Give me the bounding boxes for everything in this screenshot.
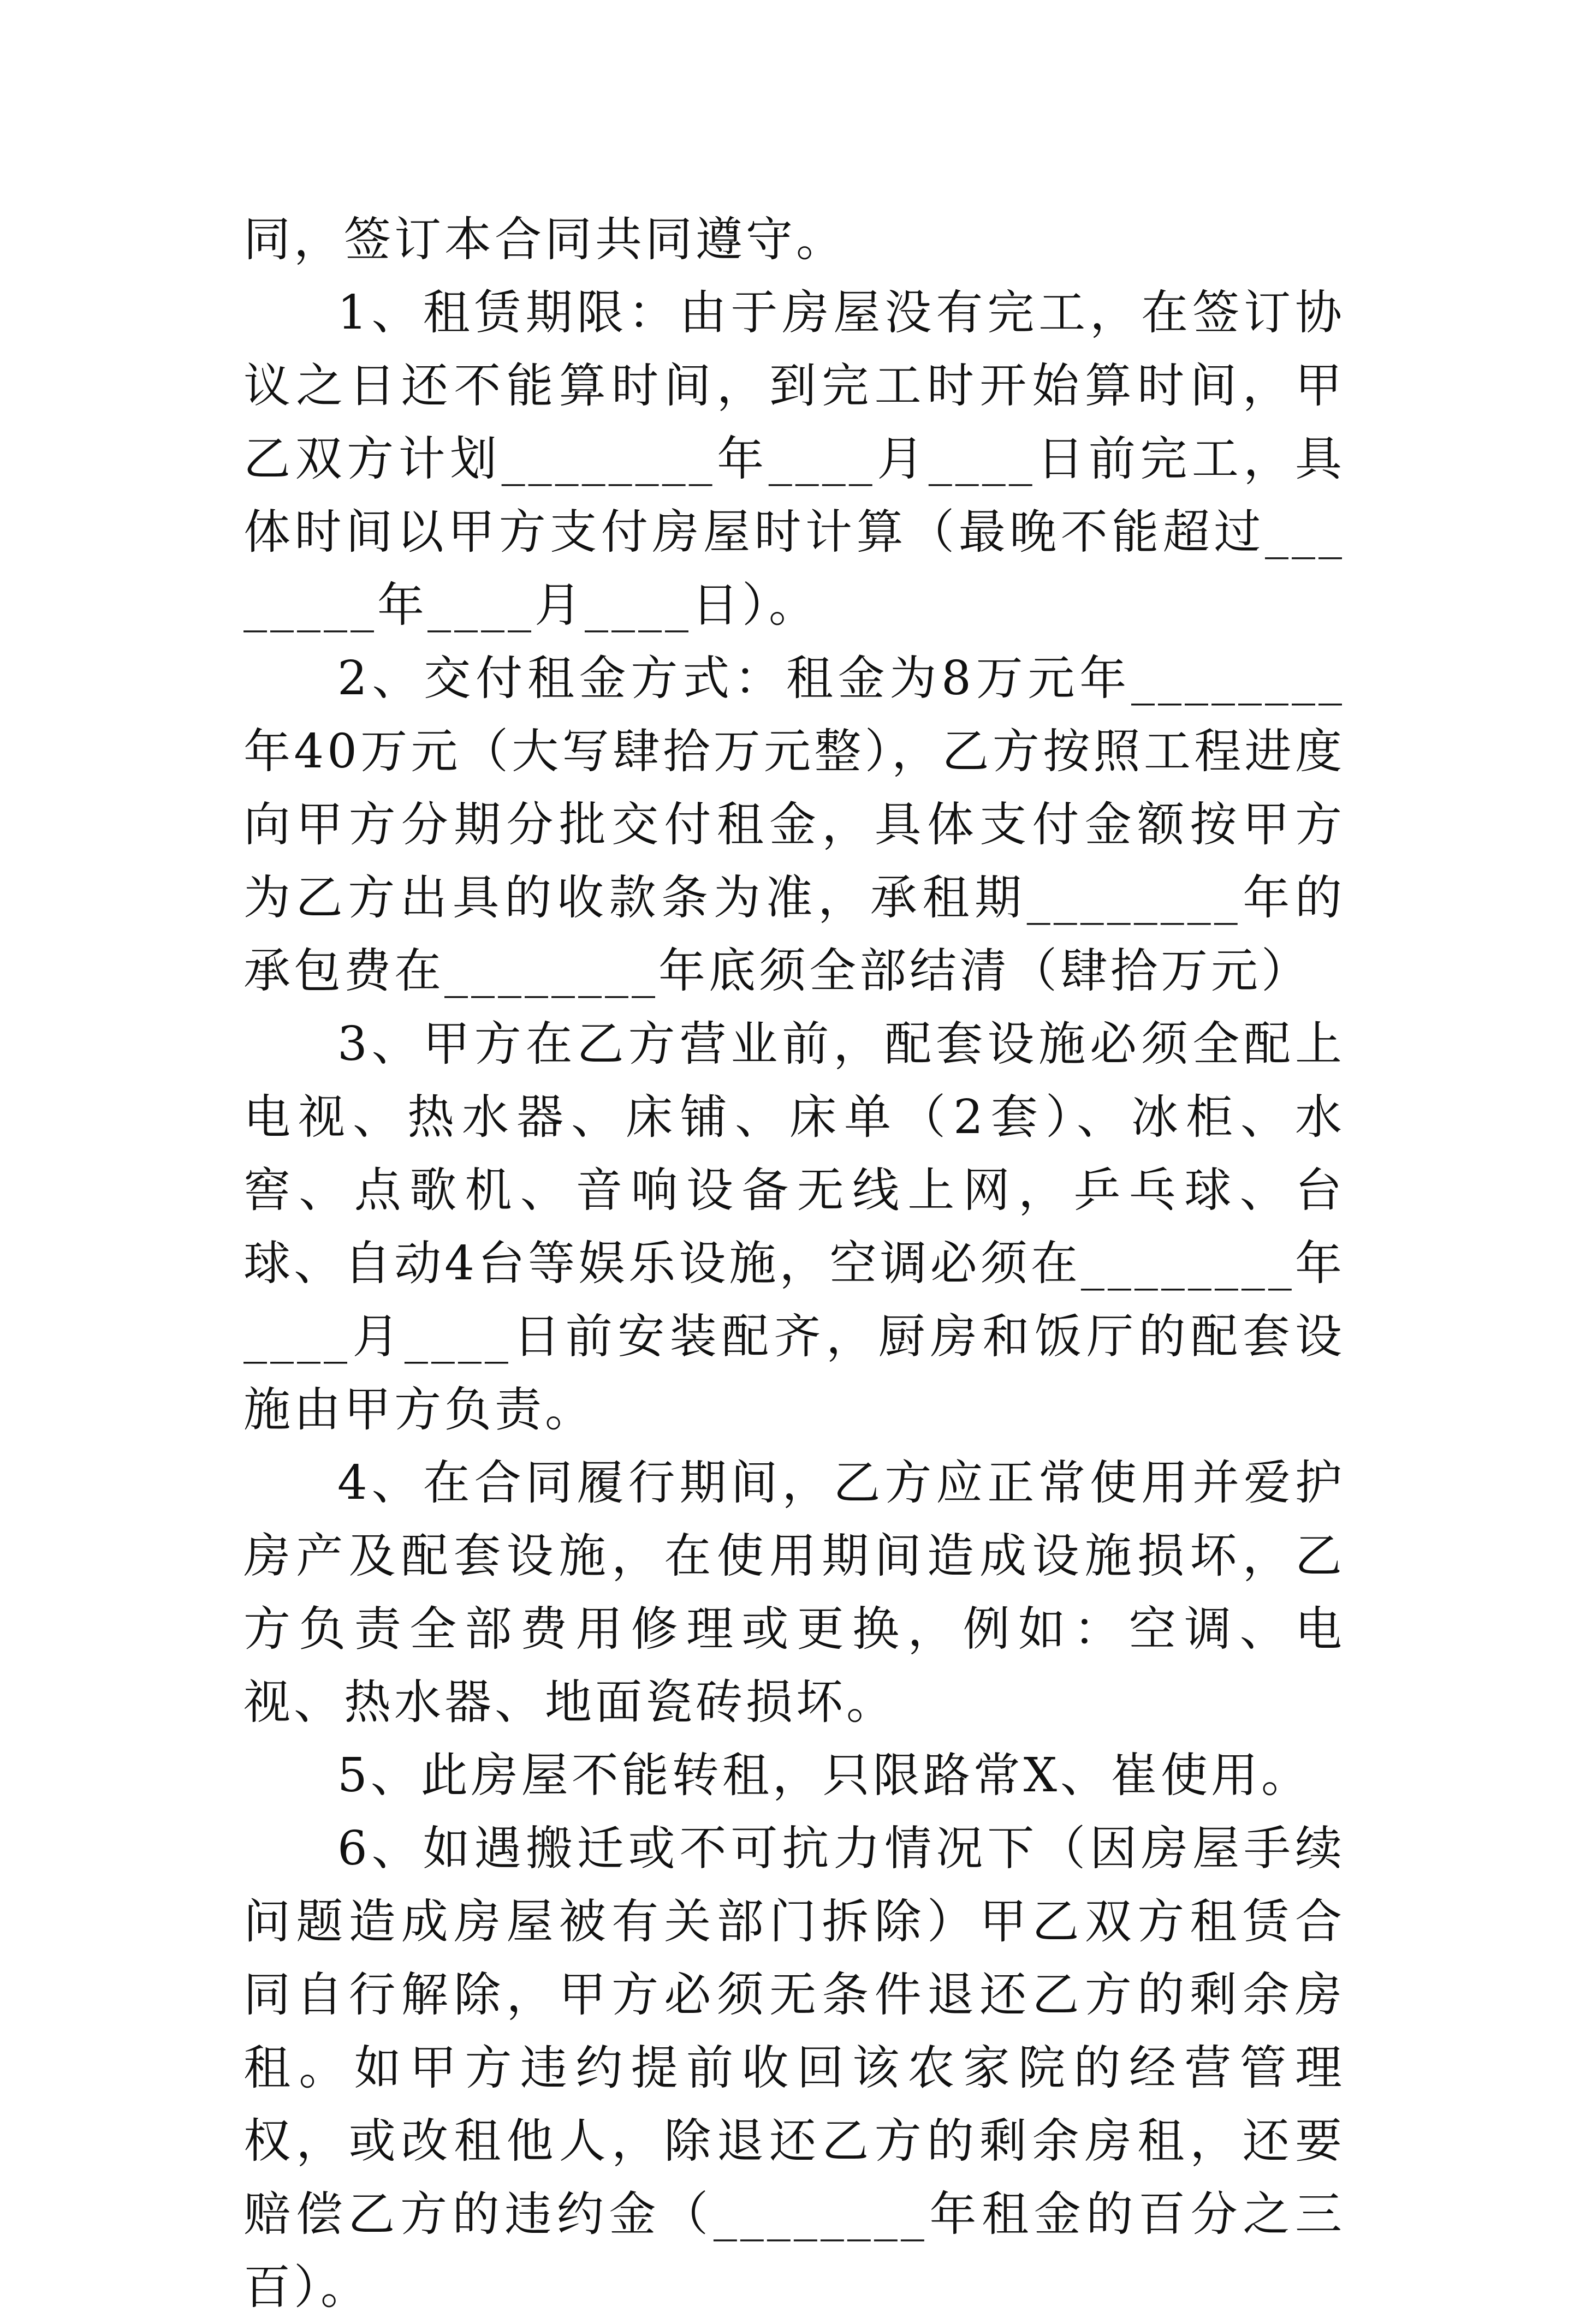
clause-5-no-sublease: 5、此房屋不能转租，只限路常X、崔使用。 [337, 1748, 1311, 1803]
clause-1-lease-term: 1、租赁期限：由于房屋没有完工，在签订协议之日还不能算时间，到完工时开始算时间，甲乙双方计划________年____月____日前完工，具体时间以甲方支付房屋时计算（最晚不能超过________年____月____日）。 [243, 285, 1345, 633]
paragraph-intro-tail: 同，签订本合同共同遵守。 [243, 212, 846, 267]
contract-body [243, 203, 1345, 2324]
clause-2-rent-payment: 2、交付租金方式：租金为8万元年________年40万元（大写肆拾万元整），乙方按照工程进度向甲方分期分批交付租金，具体支付金额按甲方为乙方出具的收款条为准，承租期________年的承包费在________年底须全部结清（肆拾万元） [243, 651, 1345, 998]
clause-6-termination: 6、如遇搬迁或不可抗力情况下（因房屋手续问题造成房屋被有关部门拆除）甲乙双方租赁合同自行解除，甲方必须无条件退还乙方的剩余房租。如甲方违约提前收回该农家院的经营管理权，或改租他人，除退还乙方的剩余房租，还要赔偿乙方的违约金（________年租金的百分之三百）。 [243, 1821, 1345, 2315]
clause-3-facilities: 3、甲方在乙方营业前，配套设施必须全配上电视、热水器、床铺、床单（2套）、冰柜、水窖、点歌机、音响设备无线上网，乒乓球、台球、自动4台等娱乐设施，空调必须在________年____月____日前安装配齐，厨房和饭厅的配套设施由甲方负责。 [243, 1017, 1345, 1437]
clause-4-maintenance: 4、在合同履行期间，乙方应正常使用并爱护房产及配套设施，在使用期间造成设施损坏，乙方负责全部费用修理或更换，例如：空调、电视、热水器、地面瓷砖损坏。 [243, 1456, 1345, 1730]
